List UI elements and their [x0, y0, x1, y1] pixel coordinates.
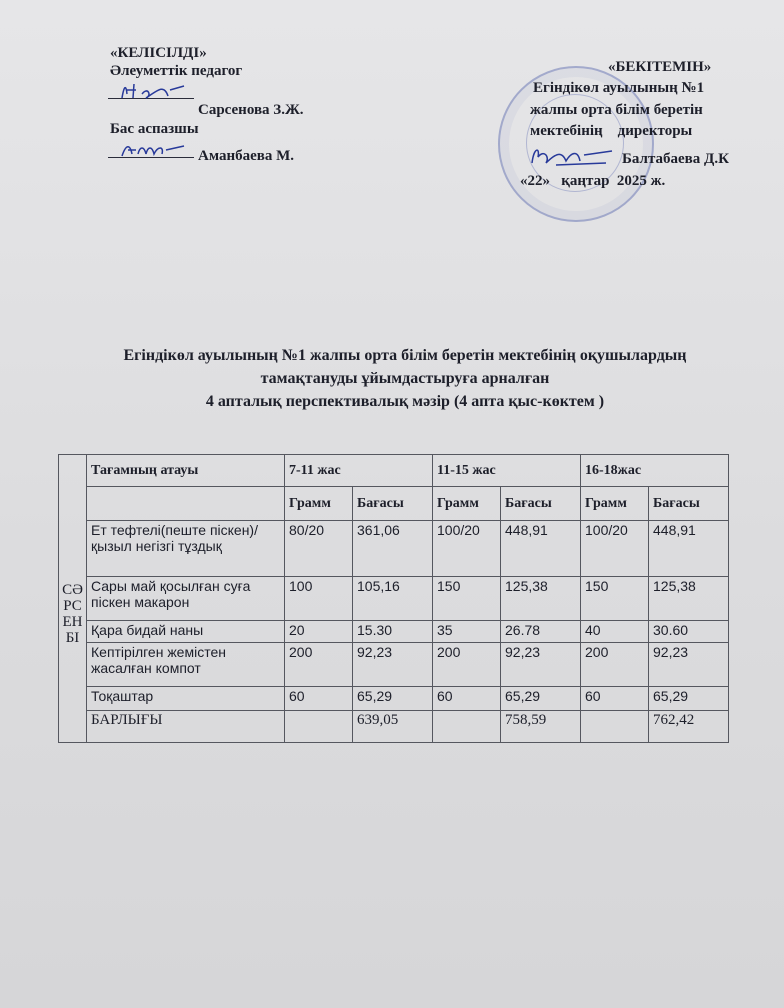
gram-header: Грамм [581, 487, 649, 521]
price-value: 15.30 [353, 621, 433, 643]
total-price: 762,42 [649, 711, 729, 743]
price-value: 125,38 [501, 577, 581, 621]
document-title-line-1: Егіндікөл ауылының №1 жалпы орта білім беретін мектебінің оқушылардың [123, 347, 687, 364]
gram-value: 100/20 [581, 521, 649, 577]
dish-name: Кептірілген жемістен жасалған компот [87, 643, 285, 687]
signature-amanbaeva [118, 138, 190, 160]
table-header-row [59, 455, 729, 487]
total-label: БАРЛЫҒЫ [87, 711, 285, 743]
dish-name: Қара бидай наны [87, 621, 285, 643]
price-header: Бағасы [649, 487, 729, 521]
dish-name-header: Тағамның атауы [87, 455, 285, 487]
pedagogue-name: Сарсенова З.Ж. [198, 102, 304, 118]
price-value: 92,23 [501, 643, 581, 687]
price-value: 92,23 [353, 643, 433, 687]
price-value: 65,29 [649, 687, 729, 711]
document-title-line-3: 4 апталық перспективалық мәзір (4 апта қыс-көктем ) [205, 393, 605, 410]
gram-value: 35 [433, 621, 501, 643]
approve-line-2: жалпы орта білім беретін [530, 102, 703, 118]
price-value: 448,91 [501, 521, 581, 577]
age-group-header: 11-15 жас [433, 455, 581, 487]
agreed-header: «КЕЛІСІЛДІ» [110, 45, 207, 61]
approve-header: «БЕКІТЕМІН» [608, 59, 712, 75]
social-pedagogue-role: Әлеуметтік педагог [110, 63, 243, 79]
age-group-header: 7-11 жас [285, 455, 433, 487]
gram-value: 40 [581, 621, 649, 643]
signature-baltabaeva [526, 143, 618, 169]
price-value: 361,06 [353, 521, 433, 577]
menu-table [58, 454, 729, 743]
gram-value: 200 [581, 643, 649, 687]
price-value: 26.78 [501, 621, 581, 643]
gram-value: 100/20 [433, 521, 501, 577]
gram-header: Грамм [433, 487, 501, 521]
gram-value: 20 [285, 621, 353, 643]
price-value: 92,23 [649, 643, 729, 687]
price-header: Бағасы [353, 487, 433, 521]
gram-header: Грамм [285, 487, 353, 521]
signature-sarsenova [118, 80, 190, 102]
head-cook-role: Бас аспазшы [110, 121, 199, 137]
approve-line-1: Егіндікөл ауылының №1 [533, 80, 705, 96]
price-value: 65,29 [501, 687, 581, 711]
age-group-header: 16-18жас [581, 455, 729, 487]
dish-name: Сары май қосылған суға піскен макарон [87, 577, 285, 621]
gram-value: 150 [581, 577, 649, 621]
price-value: 30.60 [649, 621, 729, 643]
table-row [59, 643, 729, 687]
table-row [59, 687, 729, 711]
table-subheader-row [59, 487, 729, 521]
price-value: 105,16 [353, 577, 433, 621]
gram-value: 100 [285, 577, 353, 621]
table-row [59, 521, 729, 577]
gram-value: 60 [285, 687, 353, 711]
gram-value: 60 [581, 687, 649, 711]
dish-name: Тоқаштар [87, 687, 285, 711]
gram-value: 60 [433, 687, 501, 711]
director-name: Балтабаева Д.К [622, 151, 729, 167]
gram-value: 150 [433, 577, 501, 621]
day-of-week-label: СӘРСЕНБІ [59, 487, 87, 743]
gram-value: 200 [285, 643, 353, 687]
price-value: 125,38 [649, 577, 729, 621]
dish-name: Ет тефтелі(пеште піскен)/қызыл негізгі тұздық [87, 521, 285, 577]
gram-value: 80/20 [285, 521, 353, 577]
approve-line-3: мектебінің директоры [530, 123, 693, 139]
gram-value: 200 [433, 643, 501, 687]
total-row [59, 711, 729, 743]
price-value: 448,91 [649, 521, 729, 577]
table-row [59, 577, 729, 621]
total-price: 758,59 [501, 711, 581, 743]
cook-name: Аманбаева М. [198, 148, 295, 164]
total-price: 639,05 [353, 711, 433, 743]
table-row [59, 621, 729, 643]
approval-date: «22» қаңтар 2025 ж. [520, 173, 666, 189]
price-value: 65,29 [353, 687, 433, 711]
document-title-line-2: тамақтануды ұйымдастыруға арналған [260, 370, 550, 387]
price-header: Бағасы [501, 487, 581, 521]
